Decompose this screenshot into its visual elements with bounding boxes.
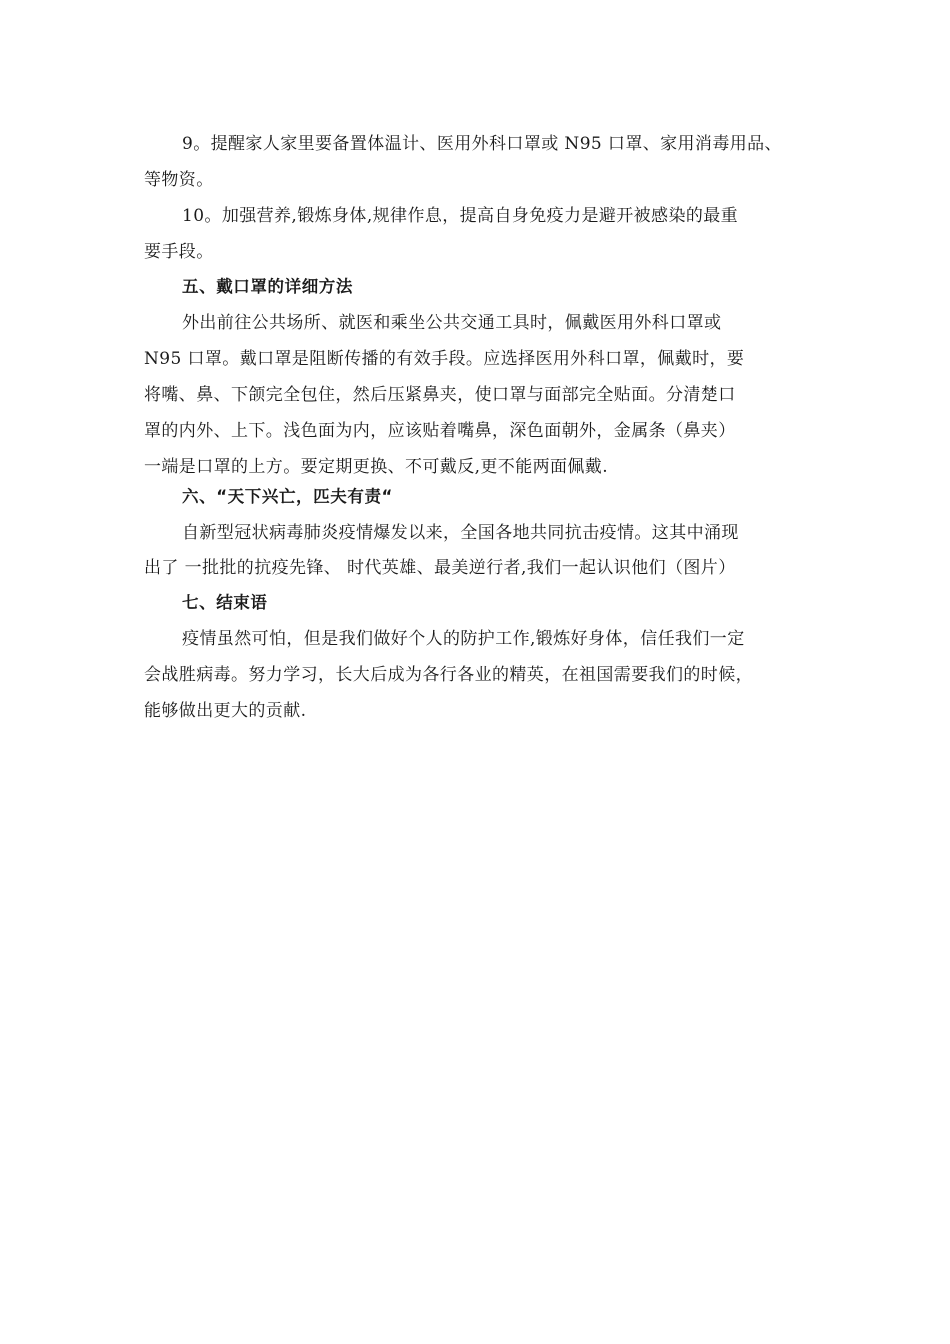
section-6-line-1: 自新型冠状病毒肺炎疫情爆发以来，全国各地共同抗击疫情。这其中涌现 (182, 523, 739, 543)
item-9-line-2: 等物资。 (144, 170, 214, 190)
section-6-line-2: 出了 一批批的抗疫先锋、 时代英雄、最美逆行者,我们一起认识他们（图片） (144, 558, 736, 578)
section-5-line-3: 将嘴、鼻、下颌完全包住，然后压紧鼻夹，使口罩与面部完全贴面。分清楚口 (144, 385, 736, 405)
section-5-heading: 五、戴口罩的详细方法 (182, 277, 353, 296)
section-5-line-1: 外出前往公共场所、就医和乘坐公共交通工具时，佩戴医用外科口罩或 (182, 313, 722, 333)
section-6-heading: 六、“天下兴亡，匹夫有责“ (182, 487, 393, 506)
item-10-line-2: 要手段。 (144, 242, 214, 262)
section-5-line-2: N95 口罩。戴口罩是阻断传播的有效手段。应选择医用外科口罩，佩戴时，要 (144, 349, 745, 369)
section-5-line-5: 一端是口罩的上方。要定期更换、不可戴反,更不能两面佩戴. (144, 457, 609, 477)
item-9-line-1: 9。提醒家人家里要备置体温计、医用外科口罩或 N95 口罩、家用消毒用品、 (182, 134, 782, 154)
item-10-line-1: 10。加强营养,锻炼身体,规律作息，提高自身免疫力是避开被感染的最重 (182, 206, 739, 226)
section-7-line-1: 疫情虽然可怕，但是我们做好个人的防护工作,锻炼好身体，信任我们一定 (182, 629, 745, 649)
section-5-line-4: 罩的内外、上下。浅色面为内，应该贴着嘴鼻，深色面朝外，金属条（鼻夹） (144, 421, 736, 441)
section-7-line-3: 能够做出更大的贡献. (144, 701, 307, 721)
section-7-heading: 七、结束语 (182, 593, 268, 612)
section-7-line-2: 会战胜病毒。努力学习，长大后成为各行各业的精英，在祖国需要我们的时候， (144, 665, 753, 685)
